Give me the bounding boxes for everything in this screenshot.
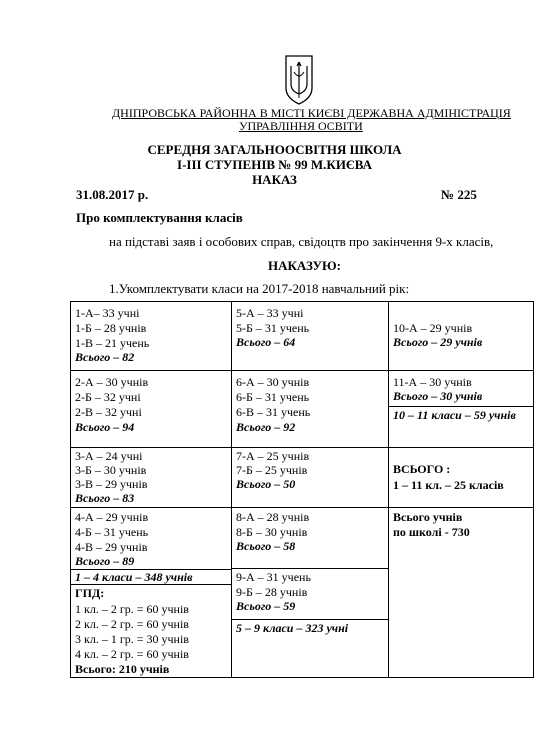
school-name-line1: СЕРЕДНЯ ЗАГАЛЬНООСВІТНЯ ШКОЛА: [147, 142, 402, 157]
class-line: 1-А– 33 учні: [75, 306, 140, 320]
grade-4-cell: [70, 507, 232, 570]
class-line: 6-В – 31 учень: [236, 405, 311, 419]
class-line: 2-А – 30 учнів: [75, 375, 149, 389]
trident-emblem: [284, 54, 314, 106]
grade-6-cell: [231, 370, 389, 448]
department-name: УПРАВЛІННЯ ОСВІТИ: [239, 119, 363, 133]
class-line: 4-Б – 31 учень: [75, 525, 149, 539]
grade-11-cell: [388, 370, 534, 407]
grade-3-cell: [70, 447, 232, 508]
order-basis: на підставі заяв і особових справ, свідоцтв про закінчення 9-х класів,: [109, 234, 494, 249]
middle-total-cell: [231, 619, 389, 678]
gpd-title: ГПД:: [75, 586, 105, 600]
grade-1-cell: [70, 301, 232, 371]
classes-total-label: ВСЬОГО :: [393, 462, 451, 476]
grade-total: Всього – 59: [236, 599, 296, 613]
senior-total: 10 – 11 класи – 59 учнів: [393, 408, 516, 422]
students-total-label: Всього учнів: [393, 510, 463, 524]
gpd-line: 3 кл. – 1 гр. = 30 учнів: [75, 632, 189, 646]
grade-10-cell: [388, 301, 534, 371]
middle-total: 5 – 9 класи – 323 учні: [236, 621, 349, 635]
grade-2-cell: [70, 370, 232, 448]
order-word: НАКАЗУЮ:: [267, 258, 342, 273]
senior-total-cell: [388, 406, 534, 448]
class-line: 5-А – 33 учні: [236, 306, 304, 320]
class-line: 2-В – 32 учні: [75, 405, 142, 419]
students-total-cell: [388, 507, 534, 678]
order-item-1: 1.Укомплектувати класи на 2017-2018 навчальний рік:: [109, 281, 410, 296]
gpd-cell: [70, 584, 232, 678]
class-line: 4-В – 29 учнів: [75, 540, 148, 554]
students-total-value: по школі - 730: [393, 525, 470, 539]
grade-total: Всього – 50: [236, 477, 296, 491]
gpd-line: 2 кл. – 2 гр. = 60 учнів: [75, 617, 189, 631]
class-line: 9-Б – 28 учнів: [236, 585, 308, 599]
grade-total: Всього – 92: [236, 420, 296, 434]
classes-total-value: 1 – 11 кл. – 25 класів: [393, 478, 504, 492]
class-line: 6-А – 30 учнів: [236, 375, 310, 389]
class-line: 8-Б – 30 учнів: [236, 525, 308, 539]
class-line: 4-А – 29 учнів: [75, 510, 149, 524]
classes-total-cell: [388, 447, 534, 508]
order-subject: Про комплектування класів: [76, 210, 243, 225]
administration-name: ДНІПРОВСЬКА РАЙОННА В МІСТІ КИЄВІ ДЕРЖАВНА АДМІНІСТРАЦІЯ: [112, 106, 511, 120]
order-date: 31.08.2017 р.: [76, 187, 149, 202]
primary-total-cell: [70, 569, 232, 585]
class-line: 11-А – 30 учнів: [393, 375, 472, 389]
grade-5-cell: [231, 301, 389, 371]
school-name-line2: І-ІІІ СТУПЕНІВ № 99 М.КИЄВА: [177, 157, 372, 172]
class-line: 1-Б – 28 учнів: [75, 321, 147, 335]
grade-total: Всього – 30 учнів: [393, 389, 483, 403]
grade-9-cell: [231, 568, 389, 620]
class-line: 9-А – 31 учень: [236, 570, 311, 584]
class-line: 3-В – 29 учнів: [75, 477, 148, 491]
class-line: 2-Б – 32 учні: [75, 390, 141, 404]
grade-total: Всього – 83: [75, 491, 135, 505]
class-table: [70, 301, 534, 678]
order-number: № 225: [441, 187, 477, 202]
document-type: НАКАЗ: [252, 172, 297, 187]
primary-total: 1 – 4 класи – 348 учнів: [75, 570, 193, 584]
gpd-total: Всього: 210 учнів: [75, 662, 170, 676]
class-line: 8-А – 28 учнів: [236, 510, 310, 524]
class-line: 1-В – 21 учень: [75, 336, 150, 350]
grade-total: Всього – 94: [75, 420, 135, 434]
grade-total: Всього – 29 учнів: [393, 335, 483, 349]
class-line: 6-Б – 31 учень: [236, 390, 310, 404]
class-line: 7-Б – 25 учнів: [236, 463, 308, 477]
grade-8-cell: [231, 507, 389, 569]
grade-total: Всього – 64: [236, 335, 296, 349]
gpd-line: 1 кл. – 2 гр. = 60 учнів: [75, 602, 189, 616]
grade-7-cell: [231, 447, 389, 508]
grade-total: Всього – 82: [75, 350, 135, 364]
gpd-line: 4 кл. – 2 гр. = 60 учнів: [75, 647, 189, 661]
class-line: 5-Б – 31 учень: [236, 321, 310, 335]
class-line: 7-А – 25 учнів: [236, 449, 310, 463]
grade-total: Всього – 89: [75, 554, 135, 568]
class-line: 3-Б – 30 учнів: [75, 463, 147, 477]
class-line: 10-А – 29 учнів: [393, 321, 473, 335]
class-line: 3-А – 24 учні: [75, 449, 143, 463]
grade-total: Всього – 58: [236, 539, 296, 553]
